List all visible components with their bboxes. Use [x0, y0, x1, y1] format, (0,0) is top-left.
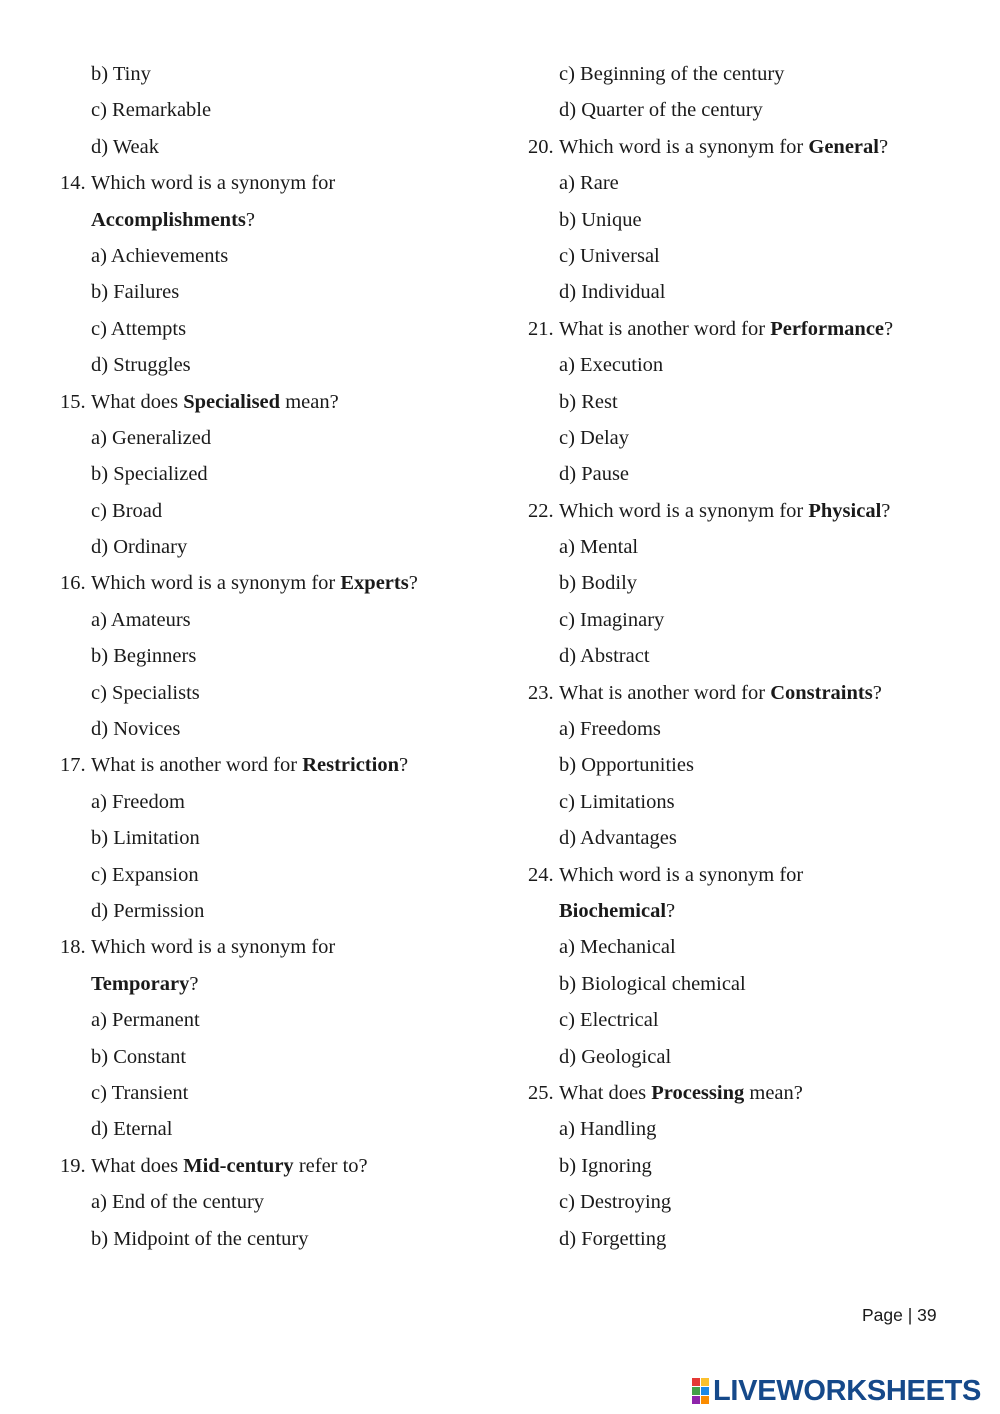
- question-continuation: [528, 893, 958, 929]
- answer-option: c) Imaginary: [559, 608, 665, 631]
- answer-option: c) Universal: [559, 244, 660, 267]
- question-line: [60, 165, 490, 201]
- question-keyword: Accomplishments: [91, 208, 246, 231]
- answer-option: c) Broad: [91, 499, 163, 522]
- question-line: [60, 929, 490, 965]
- liveworksheets-logo-icon: [692, 1378, 709, 1404]
- question-text: Which word is a synonym for: [559, 499, 809, 522]
- logo-square: [692, 1378, 700, 1386]
- question-text-end: ?: [245, 208, 255, 231]
- question-text-end: ?: [872, 681, 882, 704]
- question-number: 24.: [528, 863, 554, 886]
- question-line: [528, 857, 958, 893]
- question-number: 23.: [528, 681, 554, 704]
- question-text: Which word is a synonym for: [91, 572, 341, 595]
- answer-option: c) Electrical: [559, 1009, 659, 1032]
- answer-option: a) Rare: [559, 172, 619, 195]
- answer-option: c) Limitations: [559, 790, 675, 813]
- question-number: 20.: [528, 135, 554, 158]
- question-text: What is another word for: [91, 754, 303, 777]
- answer-option: b) Limitation: [91, 827, 200, 850]
- answer-option: b) Tiny: [91, 63, 151, 85]
- question-number: 15.: [60, 390, 86, 413]
- question-text-end: ?: [878, 135, 889, 158]
- question-text-end: mean?: [744, 1081, 803, 1104]
- question-keyword: Biochemical: [559, 899, 667, 922]
- right-column: [528, 56, 958, 1257]
- question-keyword: General: [808, 135, 879, 158]
- question-continuation: [60, 966, 490, 1002]
- answer-option: b) Biological chemical: [559, 972, 746, 995]
- answer-option: c) Destroying: [559, 1191, 672, 1214]
- question-text: Which word is a synonym for: [91, 936, 336, 959]
- answer-option: c) Transient: [91, 1081, 189, 1104]
- question-text-end: refer to?: [293, 1154, 368, 1177]
- question-number: 16.: [60, 572, 86, 595]
- answer-option: a) Generalized: [91, 426, 212, 449]
- answer-option: d) Struggles: [91, 354, 191, 377]
- question-text-end: ?: [398, 754, 409, 777]
- question-text-end: ?: [881, 499, 891, 522]
- question-text-end: ?: [666, 899, 676, 922]
- question-text: Which word is a synonym for: [559, 135, 809, 158]
- answer-option: a) Handling: [559, 1118, 657, 1141]
- answer-option: d) Abstract: [559, 645, 650, 668]
- answer-option: d) Forgetting: [559, 1227, 667, 1250]
- answer-option: a) Amateurs: [91, 608, 191, 631]
- answer-option: a) End of the century: [91, 1191, 265, 1214]
- answer-option: d) Eternal: [91, 1118, 173, 1141]
- question-text: Which word is a synonym for: [559, 863, 804, 886]
- question-text-end: mean?: [280, 390, 339, 413]
- answer-option: d) Novices: [91, 718, 181, 741]
- answer-option: a) Mechanical: [559, 936, 676, 959]
- answer-option: d) Geological: [559, 1045, 672, 1068]
- question-number: 25.: [528, 1081, 554, 1104]
- question-text: What is another word for: [559, 317, 771, 340]
- answer-option: a) Freedoms: [559, 718, 661, 741]
- question-keyword: Restriction: [302, 754, 399, 777]
- question-line: [60, 1148, 490, 1184]
- answer-option: c) Expansion: [91, 863, 199, 886]
- page-number: Page | 39: [862, 1305, 937, 1325]
- question-number: 22.: [528, 499, 554, 522]
- answer-option: d) Ordinary: [91, 536, 188, 559]
- answer-option: d) Quarter of the century: [559, 99, 763, 122]
- liveworksheets-logo[interactable]: [692, 1374, 981, 1408]
- answer-option: b) Ignoring: [559, 1154, 652, 1177]
- answer-option: d) Permission: [91, 899, 205, 922]
- question-keyword: Temporary: [91, 972, 190, 995]
- left-column: [60, 56, 490, 1257]
- question-line: [528, 129, 958, 165]
- question-text-end: ?: [884, 317, 894, 340]
- question-keyword: Physical: [808, 499, 882, 522]
- answer-option: b) Unique: [559, 208, 642, 231]
- question-line: [528, 493, 958, 529]
- question-keyword: Mid-century: [183, 1154, 294, 1177]
- question-text: Which word is a synonym for: [91, 172, 336, 195]
- question-line: [60, 747, 490, 783]
- question-line: [528, 675, 958, 711]
- question-text: What does: [91, 390, 184, 413]
- question-keyword: Experts: [340, 572, 409, 595]
- question-text-end: ?: [189, 972, 199, 995]
- answer-option: c) Attempts: [91, 317, 187, 340]
- question-number: 17.: [60, 754, 86, 777]
- question-number: 14.: [60, 172, 86, 195]
- answer-option: a) Mental: [559, 536, 639, 559]
- question-number: 18.: [60, 936, 86, 959]
- answer-option: c) Delay: [559, 426, 629, 449]
- question-line: [60, 384, 490, 420]
- question-number: 19.: [60, 1154, 86, 1177]
- answer-option: d) Individual: [559, 281, 666, 304]
- answer-option: d) Pause: [559, 463, 630, 486]
- question-text: What is another word for: [559, 681, 771, 704]
- question-text-end: ?: [408, 572, 418, 595]
- answer-option: b) Specialized: [91, 463, 208, 486]
- question-line: [528, 311, 958, 347]
- question-keyword: Constraints: [770, 681, 873, 704]
- answer-option: b) Failures: [91, 281, 180, 304]
- question-text: What does: [91, 1154, 184, 1177]
- question-keyword: Specialised: [183, 390, 281, 413]
- question-line: [60, 565, 490, 601]
- answer-option: a) Permanent: [91, 1009, 200, 1032]
- logo-square: [692, 1387, 700, 1395]
- question-continuation: [60, 202, 490, 238]
- answer-option: b) Midpoint of the century: [91, 1227, 309, 1250]
- answer-option: a) Execution: [559, 354, 664, 377]
- answer-option: b) Constant: [91, 1045, 187, 1068]
- question-keyword: Performance: [770, 317, 885, 340]
- answer-option: b) Opportunities: [559, 754, 694, 777]
- answer-option: d) Advantages: [559, 827, 677, 850]
- answer-option: c) Remarkable: [91, 99, 212, 122]
- logo-square: [692, 1396, 700, 1404]
- answer-option: a) Achievements: [91, 244, 229, 267]
- logo-square: [701, 1396, 709, 1404]
- answer-option: d) Weak: [91, 135, 159, 158]
- question-number: 21.: [528, 317, 554, 340]
- question-keyword: Processing: [651, 1081, 745, 1104]
- answer-option: c) Specialists: [91, 681, 200, 704]
- brand-text: LIVEWORKSHEETS: [713, 1374, 982, 1407]
- answer-option: b) Beginners: [91, 645, 197, 668]
- logo-square: [701, 1378, 709, 1386]
- answer-option: b) Rest: [559, 390, 618, 413]
- question-line: [528, 1075, 958, 1111]
- logo-square: [701, 1387, 709, 1395]
- answer-option: c) Beginning of the century: [559, 63, 785, 85]
- answer-option: a) Freedom: [91, 790, 185, 813]
- answer-option: b) Bodily: [559, 572, 638, 595]
- question-text: What does: [559, 1081, 652, 1104]
